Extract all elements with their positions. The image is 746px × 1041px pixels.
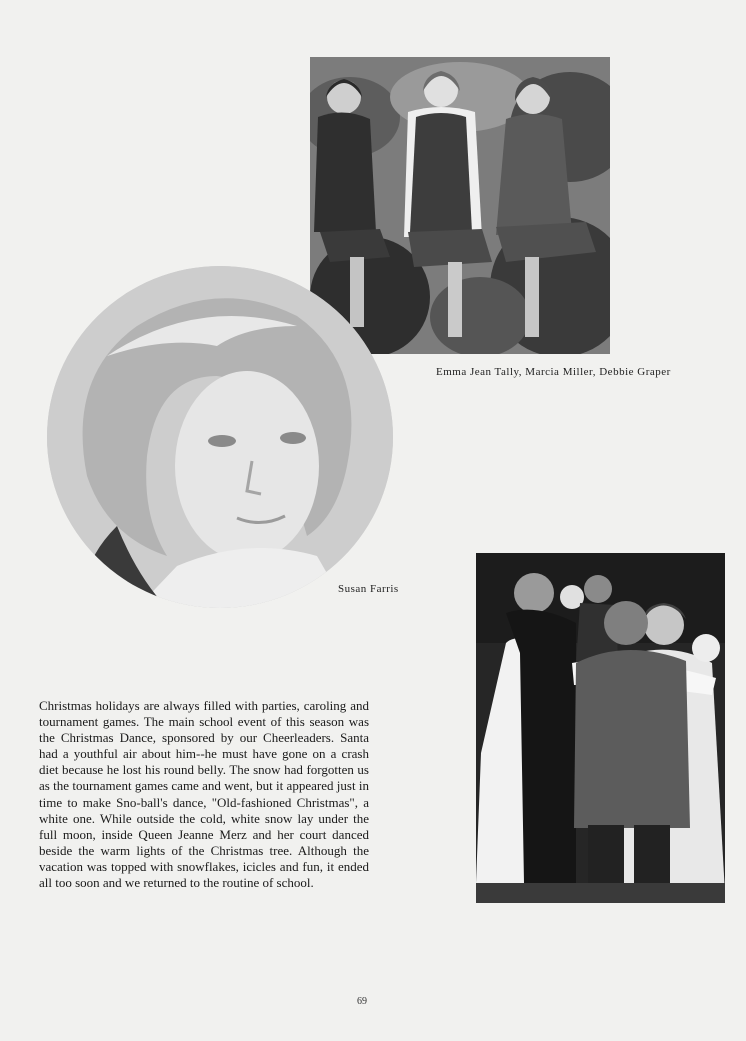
cheerleaders-photo [310, 57, 610, 354]
cheerleaders-photo-image [310, 57, 610, 354]
cheerleaders-caption: Emma Jean Tally, Marcia Miller, Debbie Graper [436, 366, 671, 378]
article-body: Christmas holidays are always filled with parties, caroling and tournament games. The main school event of this season was the Christmas Dance, sponsored by our Cheerleaders. Santa had a youthful air about him--he must have gone on a crash diet because he lost his round belly. The snow had forgotten us as the tournament games came and went, but it appeared just in time to make Sno-ball's dance, "Old-fashioned Christmas", a white one. While outside the cold, white snow lay under the full moon, inside Queen Jeanne Merz and her court danced beside the warm lights of the Christmas tree. Although the vacation was topped with snowflakes, icicles and fun, it ended all too soon and we returned to the routine of school. [39, 698, 369, 891]
christmas-dance-photo-image [476, 553, 725, 903]
christmas-dance-photo [476, 553, 725, 903]
portrait-caption: Susan Farris [338, 583, 399, 595]
page-number: 69 [357, 996, 367, 1007]
portrait-photo-image [47, 266, 393, 608]
portrait-photo [47, 266, 393, 608]
